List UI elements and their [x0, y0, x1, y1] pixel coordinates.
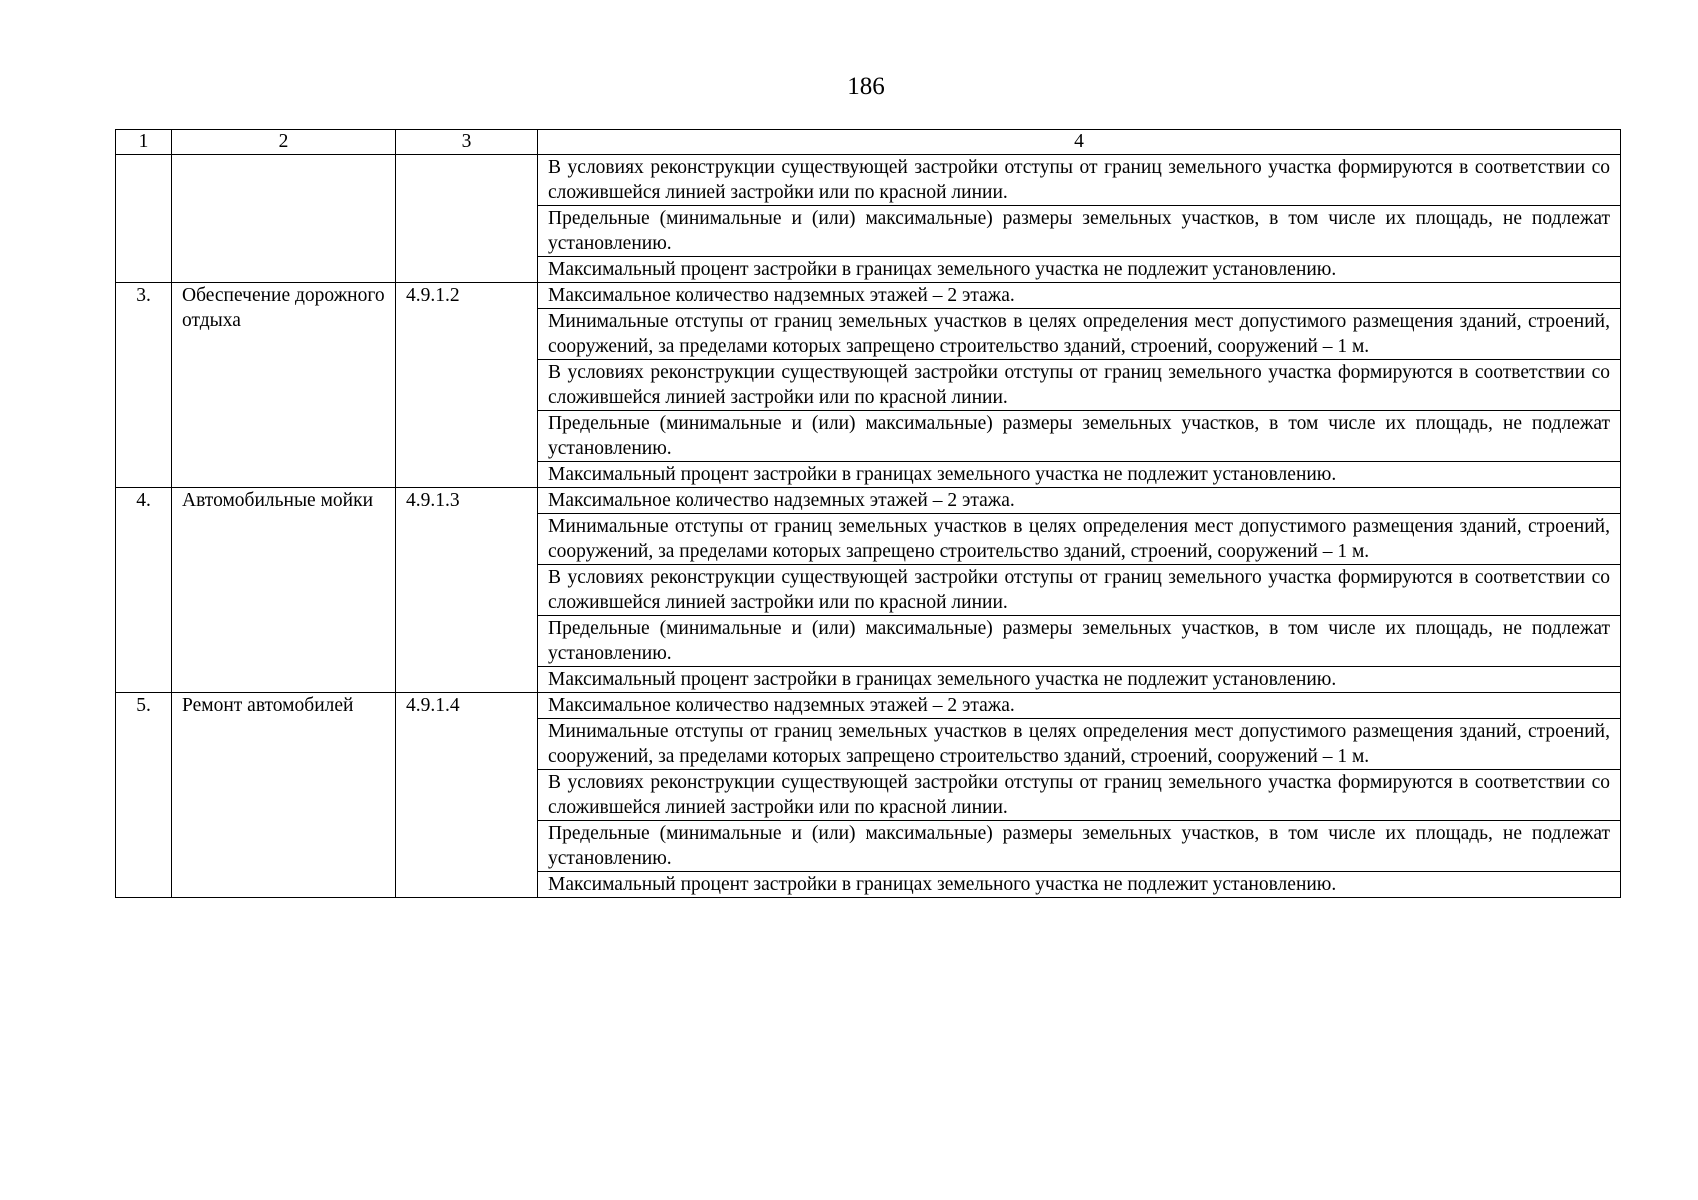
param-text: Максимальное количество надземных этажей – 2 этажа. [538, 283, 1621, 309]
param-text: Минимальные отступы от границ земельных участков в целях определения мест допустимого размещения зданий, строений, сооружений, за пределами которых запрещено строительство зданий, строений, сооружений – 1 м. [538, 514, 1621, 565]
column-header-1: 1 [116, 130, 172, 155]
table-row [116, 693, 1621, 719]
cell-num [116, 155, 172, 283]
row-number: 3. [116, 283, 172, 488]
column-header-3: 3 [396, 130, 538, 155]
page-number: 186 [847, 73, 885, 100]
param-text: Предельные (минимальные и (или) максимальные) размеры земельных участков, в том числе их площадь, не подлежат установлению. [538, 411, 1621, 462]
param-text: Максимальный процент застройки в границах земельного участка не подлежит установлению. [538, 667, 1621, 693]
param-text: Минимальные отступы от границ земельных участков в целях определения мест допустимого размещения зданий, строений, сооружений, за пределами которых запрещено строительство зданий, строений, сооружений – 1 м. [538, 309, 1621, 360]
regulations-table [115, 129, 1621, 898]
use-type-code: 4.9.1.3 [396, 488, 538, 693]
param-text: Максимальное количество надземных этажей – 2 этажа. [538, 488, 1621, 514]
param-text: Максимальное количество надземных этажей – 2 этажа. [538, 693, 1621, 719]
table-row [116, 488, 1621, 514]
param-text: Максимальный процент застройки в границах земельного участка не подлежит установлению. [538, 462, 1621, 488]
table-row [116, 155, 1621, 206]
param-text: Предельные (минимальные и (или) максимальные) размеры земельных участков, в том числе их площадь, не подлежат установлению. [538, 616, 1621, 667]
row-number: 5. [116, 693, 172, 898]
cell-code [396, 155, 538, 283]
param-text: В условиях реконструкции существующей застройки отступы от границ земельного участка формируются в соответствии со сложившейся линией застройки или по красной линии. [538, 155, 1621, 206]
use-type-name: Автомобильные мойки [172, 488, 396, 693]
use-type-code: 4.9.1.4 [396, 693, 538, 898]
param-text: Минимальные отступы от границ земельных участков в целях определения мест допустимого размещения зданий, строений, сооружений, за пределами которых запрещено строительство зданий, строений, сооружений – 1 м. [538, 719, 1621, 770]
param-text: В условиях реконструкции существующей застройки отступы от границ земельного участка формируются в соответствии со сложившейся линией застройки или по красной линии. [538, 360, 1621, 411]
param-text: Предельные (минимальные и (или) максимальные) размеры земельных участков, в том числе их площадь, не подлежат установлению. [538, 206, 1621, 257]
cell-name [172, 155, 396, 283]
param-text: Максимальный процент застройки в границах земельного участка не подлежит установлению. [538, 872, 1621, 898]
use-type-name: Ремонт автомобилей [172, 693, 396, 898]
table-row [116, 283, 1621, 309]
param-text: В условиях реконструкции существующей застройки отступы от границ земельного участка формируются в соответствии со сложившейся линией застройки или по красной линии. [538, 770, 1621, 821]
table-header-row [116, 130, 1621, 155]
param-text: Максимальный процент застройки в границах земельного участка не подлежит установлению. [538, 257, 1621, 283]
param-text: В условиях реконструкции существующей застройки отступы от границ земельного участка формируются в соответствии со сложившейся линией застройки или по красной линии. [538, 565, 1621, 616]
row-number: 4. [116, 488, 172, 693]
use-type-name: Обеспечение дорожного отдыха [172, 283, 396, 488]
use-type-code: 4.9.1.2 [396, 283, 538, 488]
column-header-4: 4 [538, 130, 1621, 155]
column-header-2: 2 [172, 130, 396, 155]
param-text: Предельные (минимальные и (или) максимальные) размеры земельных участков, в том числе их площадь, не подлежат установлению. [538, 821, 1621, 872]
